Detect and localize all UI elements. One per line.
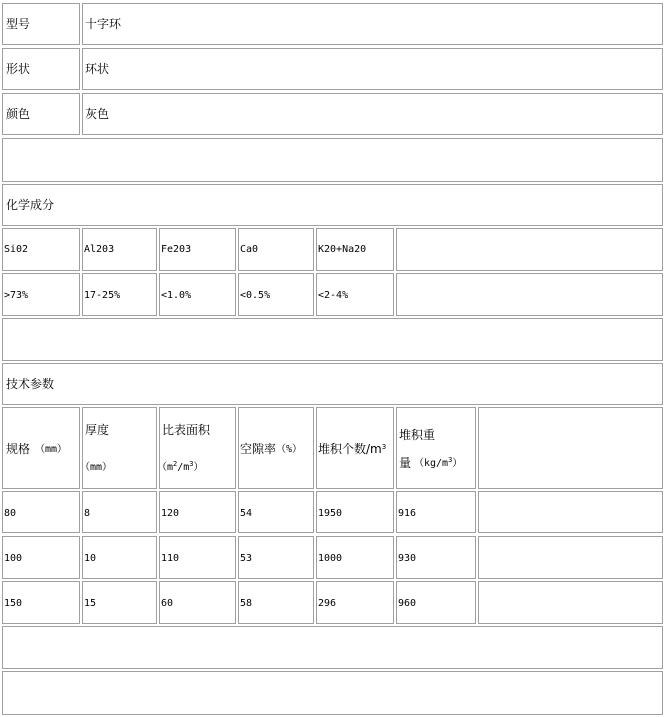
chem-header-cao: Ca0 — [240, 244, 259, 255]
chemistry-title-cell — [2, 184, 663, 226]
void-label: 空隙率 — [240, 442, 277, 456]
row2-void: 53 — [240, 553, 253, 564]
void-unit: （%） — [276, 444, 303, 455]
tech-header-empty — [478, 407, 663, 489]
chem-header-cell — [316, 228, 394, 271]
tech-row-cell — [2, 536, 80, 579]
shape-label-cell — [2, 48, 80, 90]
row1-void: 54 — [240, 508, 253, 519]
weight-unit-b: ） — [452, 458, 463, 469]
area-unit — [157, 461, 204, 475]
color-label-cell — [2, 93, 80, 135]
area-unit-sup1: 2 — [173, 460, 178, 468]
tech-header-spec — [2, 407, 80, 489]
tech-row-cell — [238, 581, 314, 624]
tech-header-count — [316, 407, 394, 489]
thickness-unit: （mm） — [80, 462, 113, 473]
row2-count: 1000 — [318, 553, 343, 564]
row2-weight: 930 — [398, 553, 417, 564]
color-value-cell — [82, 93, 663, 135]
tech-row-cell — [159, 581, 236, 624]
tech-row-empty — [478, 536, 663, 579]
color-label: 颜色 — [6, 107, 31, 121]
chem-value-cell — [2, 273, 80, 316]
tech-row-cell — [159, 491, 236, 533]
area-unit-a: （m — [157, 462, 174, 473]
chem-value-cell — [238, 273, 314, 316]
tech-header-weight — [396, 407, 476, 489]
count-label-text: 堆积个数/m — [318, 442, 382, 456]
empty-row-4 — [2, 671, 663, 715]
empty-row-2 — [2, 318, 663, 361]
spec-label: 规格 — [6, 442, 31, 456]
spec-unit: （mm） — [35, 444, 68, 455]
count-label-sup: 3 — [381, 443, 387, 451]
chem-header-empty — [396, 228, 663, 271]
chem-value-cell — [82, 273, 157, 316]
row1-spec: 80 — [4, 508, 17, 519]
tech-row-empty — [478, 581, 663, 624]
chem-header-al2o3: Al203 — [84, 244, 115, 255]
tech-row-cell — [316, 536, 394, 579]
chem-value-empty — [396, 273, 663, 316]
model-value-cell — [82, 3, 663, 45]
tech-row-cell — [82, 536, 157, 579]
chemistry-title: 化学成分 — [6, 198, 55, 212]
tech-header-thickness — [82, 407, 157, 489]
empty-row-1 — [2, 138, 663, 182]
weight-unit — [414, 457, 462, 471]
tech-row-cell — [396, 491, 476, 533]
tech-row-cell — [82, 491, 157, 533]
weight-unit-sup: 3 — [448, 456, 453, 464]
tech-row-cell — [82, 581, 157, 624]
chem-header-cell — [238, 228, 314, 271]
row2-area: 110 — [161, 553, 180, 564]
model-label-cell — [2, 3, 80, 45]
empty-row-3 — [2, 626, 663, 669]
tech-header-area — [159, 407, 236, 489]
tech-row-cell — [396, 581, 476, 624]
weight-label-2: 量 — [399, 456, 412, 470]
tech-row-empty — [478, 491, 663, 533]
tech-row-cell — [2, 581, 80, 624]
chem-value-cell — [316, 273, 394, 316]
row1-thickness: 8 — [84, 508, 91, 519]
tech-row-cell — [2, 491, 80, 533]
row2-thickness: 10 — [84, 553, 97, 564]
model-label: 型号 — [6, 17, 31, 31]
row3-area: 60 — [161, 598, 174, 609]
area-unit-sup2: 3 — [189, 460, 194, 468]
tech-row-cell — [396, 536, 476, 579]
chem-header-cell — [82, 228, 157, 271]
chem-header-cell — [159, 228, 236, 271]
area-label: 比表面积 — [162, 423, 211, 437]
chem-value-cell — [159, 273, 236, 316]
chem-header-cell — [2, 228, 80, 271]
chem-value-fe2o3: <1.0% — [161, 290, 192, 301]
row1-count: 1950 — [318, 508, 343, 519]
color-value: 灰色 — [85, 107, 110, 121]
chem-value-sio2: >73% — [4, 290, 29, 301]
tech-row-cell — [316, 491, 394, 533]
row3-count: 296 — [318, 598, 337, 609]
count-label — [318, 442, 386, 456]
tech-title: 技术参数 — [6, 377, 55, 391]
row3-spec: 150 — [4, 598, 23, 609]
shape-value-cell — [82, 48, 663, 90]
tech-row-cell — [316, 581, 394, 624]
weight-label: 堆积重 — [399, 428, 436, 442]
chem-header-fe2o3: Fe203 — [161, 244, 192, 255]
tech-row-cell — [159, 536, 236, 579]
chem-value-cao: <0.5% — [240, 290, 271, 301]
shape-value: 环状 — [85, 62, 110, 76]
chem-value-al2o3: 17-25% — [84, 290, 121, 301]
tech-title-cell — [2, 363, 663, 405]
chem-header-sio2: Si02 — [4, 244, 29, 255]
area-unit-c: ） — [193, 462, 204, 473]
chem-header-k2o-na2o: K20+Na20 — [318, 244, 367, 255]
row3-void: 58 — [240, 598, 253, 609]
thickness-label: 厚度 — [85, 423, 110, 437]
shape-label: 形状 — [6, 62, 31, 76]
tech-row-cell — [238, 491, 314, 533]
row2-spec: 100 — [4, 553, 23, 564]
chem-value-k2o-na2o: <2-4% — [318, 290, 349, 301]
model-value: 十字环 — [85, 17, 122, 31]
area-unit-b: /m — [177, 462, 190, 473]
tech-header-void — [238, 407, 314, 489]
weight-unit-a: （kg/m — [414, 458, 449, 469]
row3-weight: 960 — [398, 598, 417, 609]
row1-area: 120 — [161, 508, 180, 519]
tech-row-cell — [238, 536, 314, 579]
row3-thickness: 15 — [84, 598, 97, 609]
row1-weight: 916 — [398, 508, 417, 519]
